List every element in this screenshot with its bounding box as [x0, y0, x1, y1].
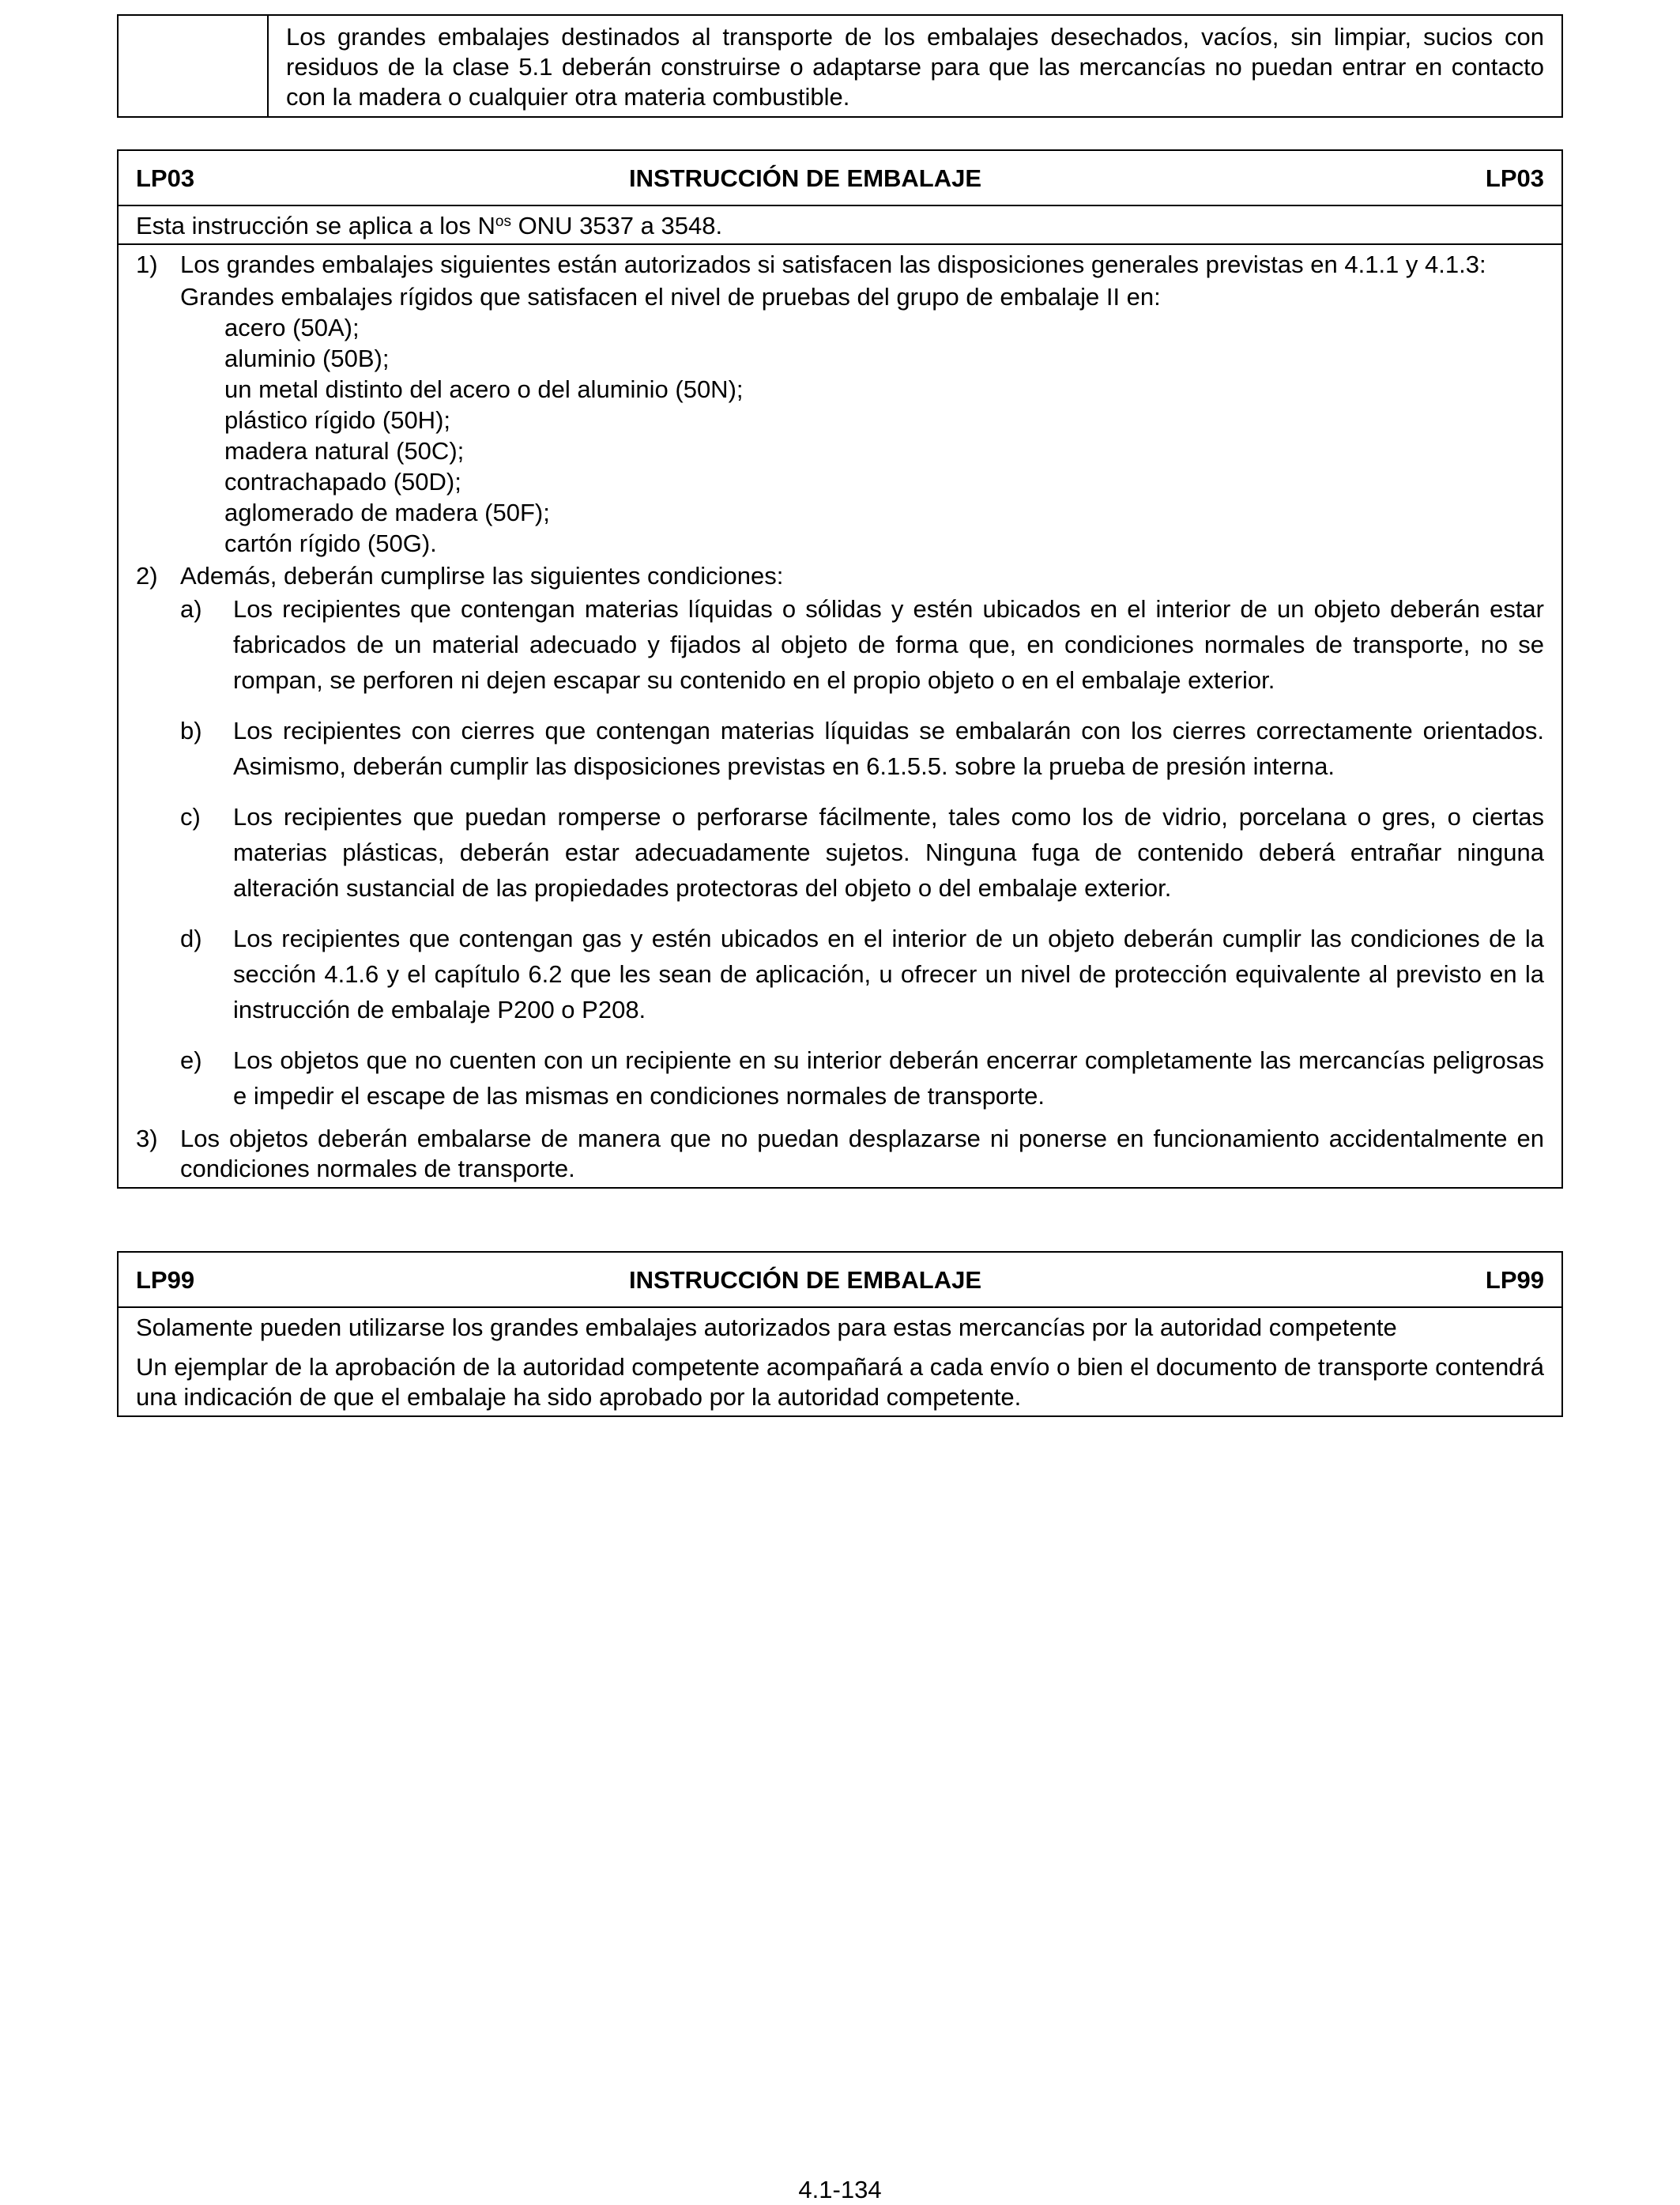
lp03-code-left: LP03: [136, 164, 195, 192]
item-number: 1): [136, 251, 158, 278]
condition-text: Los recipientes que contengan gas y estén ubicados en el interior de un objeto deberán cumplir las condiciones de la sección 4.1.6 y el capítulo 6.2 que les sean de aplicación, u ofrecer un nivel de protección equivalente al previsto en la instrucción de embalaje P200 o P208.: [233, 925, 1544, 1023]
condition-b: [180, 713, 1544, 784]
lp03-applies-pre: Esta instrucción se aplica a los N: [136, 212, 495, 239]
lp99-header: [119, 1253, 1561, 1308]
list-item: aglomerado de madera (50F);: [224, 499, 550, 526]
condition-c: [180, 799, 1544, 906]
list-item: plástico rígido (50H);: [224, 406, 451, 434]
condition-text: Los recipientes que contengan materias líquidas o sólidas y estén ubicados en el interior de un objeto deberán estar fabricados de un material adecuado y fijados al objeto de forma que, en condiciones normales de transporte, no se rompan, se perforen ni dejen escapar su contenido en el propio objeto o en el embalaje exterior.: [233, 595, 1544, 694]
lp03-header: [119, 151, 1561, 206]
condition-letter: b): [180, 717, 202, 744]
lp03-title: INSTRUCCIÓN DE EMBALAJE: [628, 164, 982, 192]
lp03-applies-post: ONU 3537 a 3548.: [510, 212, 723, 239]
top-table-empty-cell: [118, 15, 268, 117]
condition-letter: e): [180, 1046, 202, 1074]
item-text: Además, deberán cumplirse las siguientes condiciones:: [180, 562, 784, 590]
lp03-applies: [119, 206, 1561, 245]
condition-d: [180, 921, 1544, 1027]
conditions-list: [180, 591, 1544, 1114]
condition-text: Los objetos que no cuenten con un recipiente en su interior deberán encerrar completamente las mercancías peligrosas e impedir el escape de las mismas en condiciones normales de transporte.: [233, 1046, 1544, 1110]
item-text: Los grandes embalajes siguientes están autorizados si satisfacen las disposiciones generales previstas en 4.1.1 y 4.1.3:: [180, 251, 1486, 278]
list-item: cartón rígido (50G).: [224, 530, 437, 557]
lp03-applies-sup: os: [495, 213, 511, 230]
lp03-item-1: [136, 250, 1544, 559]
lp03-item-2: [136, 561, 1544, 1129]
materials-list: [180, 312, 1544, 559]
condition-text: Los recipientes que puedan romperse o perforarse fácilmente, tales como los de vidrio, porcelana o gres, o ciertas materias plásticas, deberán estar adecuadamente sujetos. Ninguna fuga de contenido deberá entrañar ninguna alteración sustancial de las propiedades protectoras del objeto o del embalaje exterior.: [233, 803, 1544, 902]
document-page: [117, 14, 1563, 1417]
lp03-item-3: [136, 1124, 1544, 1184]
list-item: contrachapado (50D);: [224, 468, 461, 496]
condition-letter: a): [180, 595, 202, 623]
condition-letter: d): [180, 925, 202, 952]
lp99-code-right: LP99: [1485, 1266, 1544, 1294]
lp03-code-right: LP03: [1485, 164, 1544, 192]
lp99-code-left: LP99: [136, 1266, 195, 1294]
page-number: 4.1-134: [798, 2176, 882, 2203]
lp03-box: [117, 149, 1563, 1189]
list-item: un metal distinto del acero o del aluminio (50N);: [224, 375, 744, 403]
item-text: Los objetos deberán embalarse de manera que no puedan desplazarse ni ponerse en funcionamiento accidentalmente en condiciones normales de transporte.: [180, 1125, 1544, 1182]
item-number: 2): [136, 562, 158, 590]
lp99-paragraph-1: Solamente pueden utilizarse los grandes embalajes autorizados para estas mercancías por la autoridad competente: [136, 1314, 1397, 1341]
top-table-text: Los grandes embalajes destinados al transporte de los embalajes desechados, vacíos, sin limpiar, sucios con residuos de la clase 5.1 deberán construirse o adaptarse para que las mercancías no puedan entrar en contacto con la madera o cualquier otra materia combustible.: [268, 15, 1562, 117]
condition-e: [180, 1042, 1544, 1114]
top-table: [117, 14, 1563, 118]
lp99-paragraph-2: Un ejemplar de la aprobación de la autoridad competente acompañará a cada envío o bien el documento de transporte contendrá una indicación de que el embalaje ha sido aprobado por la autoridad competente.: [136, 1353, 1544, 1411]
item-subheading: Grandes embalajes rígidos que satisfacen el nivel de pruebas del grupo de embalaje II en:: [180, 283, 1161, 311]
lp03-body: [119, 245, 1561, 1187]
list-item: acero (50A);: [224, 314, 360, 341]
list-item: aluminio (50B);: [224, 345, 390, 372]
lp99-box: [117, 1251, 1563, 1417]
condition-a: [180, 591, 1544, 698]
lp99-title: INSTRUCCIÓN DE EMBALAJE: [628, 1266, 982, 1294]
condition-letter: c): [180, 803, 201, 831]
condition-text: Los recipientes con cierres que contengan materias líquidas se embalarán con los cierres correctamente orientados. Asimismo, deberán cumplir las disposiciones previstas en 6.1.5.5. sobre la prueba de presión interna.: [233, 717, 1544, 780]
item-number: 3): [136, 1125, 158, 1152]
list-item: madera natural (50C);: [224, 437, 465, 465]
